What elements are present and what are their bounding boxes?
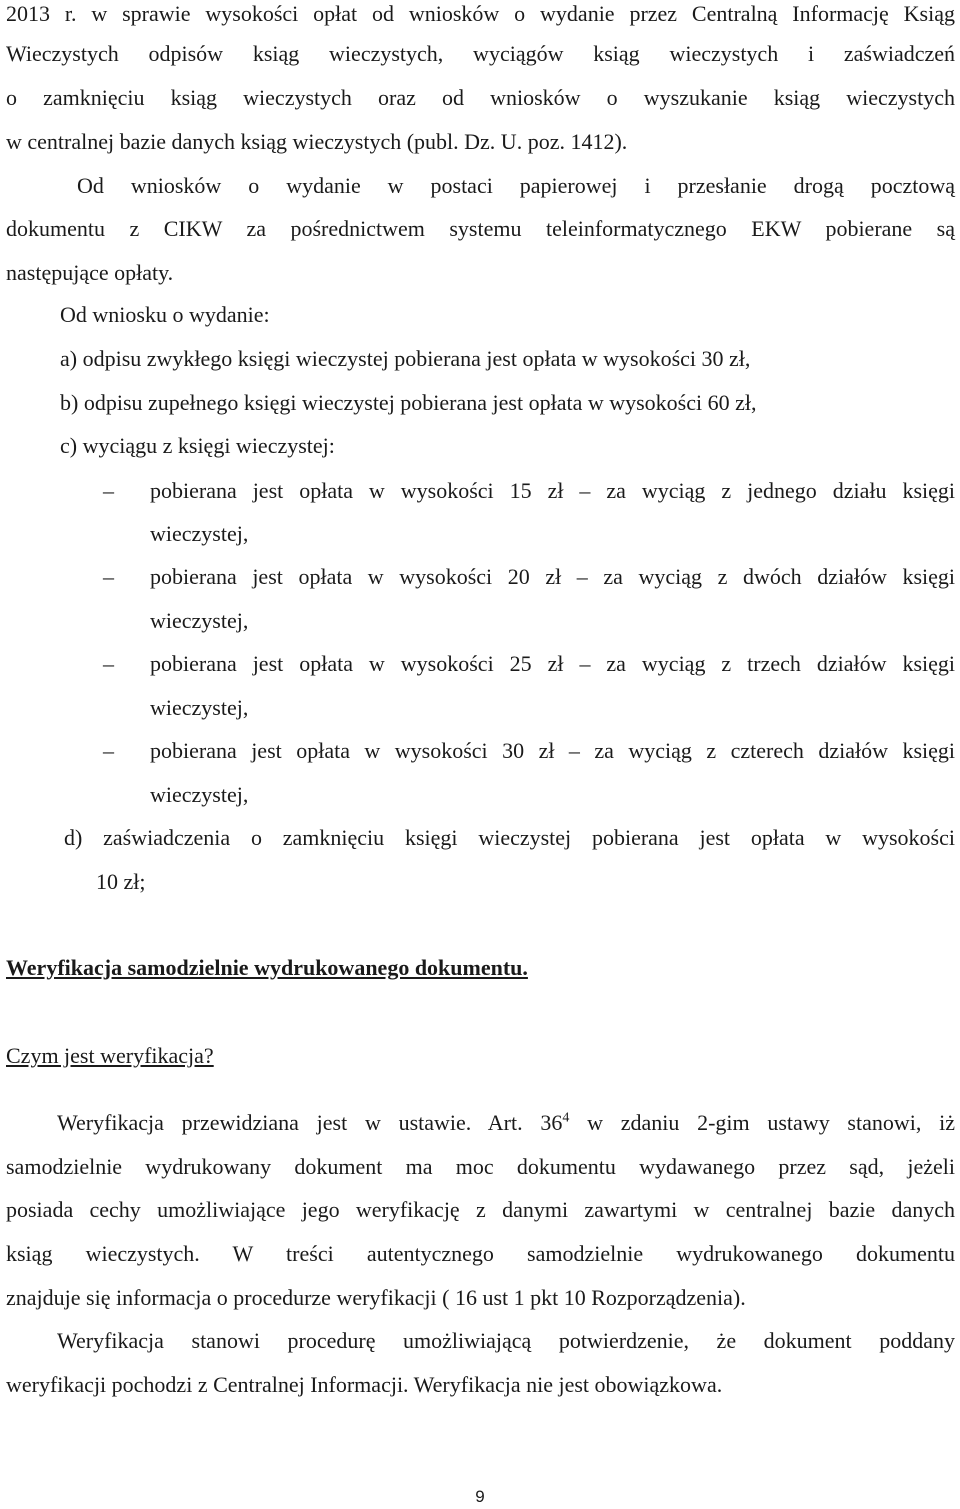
extract-fee-1 xyxy=(103,476,955,506)
fees-intro: Od wniosku o wydanie: xyxy=(60,302,270,327)
intro-line-2: Wieczystych odpisów ksiąg wieczystych, wyciągów ksiąg wieczystych i zaświadczeń xyxy=(6,41,955,66)
extract-fee-4-cont: wieczystej, xyxy=(150,782,249,807)
extract-fee-1-cont: wieczystej, xyxy=(150,521,249,546)
verification-para-1-line-4: ksiąg wieczystych. W treści autentycznego samodzielnie wydrukowanego dokumentu xyxy=(6,1241,955,1266)
verification-para-1-line-5: znajduje się informacja o procedurze weryfikacji ( 16 ust 1 pkt 10 Rozporządzenia). xyxy=(6,1285,746,1310)
fee-item-d-cont: 10 zł; xyxy=(96,869,146,894)
verification-para-1-line-1 xyxy=(57,1108,955,1138)
extract-fee-2 xyxy=(103,562,955,592)
paper-fees-line-2: dokumentu z CIKW za pośrednictwem systemu teleinformatycznego EKW pobierane są xyxy=(6,216,955,241)
verification-heading: Weryfikacja samodzielnie wydrukowanego dokumentu. xyxy=(6,955,528,980)
extract-fee-text: pobierana jest opłata w wysokości 20 zł – za wyciąg z dwóch działów księgi xyxy=(150,564,955,589)
verification-para-2-line-1: Weryfikacja stanowi procedurę umożliwiającą potwierdzenie, że dokument poddany xyxy=(57,1328,955,1353)
extract-fee-text: pobierana jest opłata w wysokości 30 zł – za wyciąg z czterech działów księgi xyxy=(150,738,955,763)
verification-question: Czym jest weryfikacja? xyxy=(6,1043,214,1068)
verification-para-2-line-2: weryfikacji pochodzi z Centralnej Informacji. Weryfikacja nie jest obowiązkowa. xyxy=(6,1372,723,1397)
dash-bullet: – xyxy=(103,651,114,676)
verification-text: Weryfikacja przewidziana jest w ustawie. Art. 36 xyxy=(57,1110,563,1135)
extract-fee-3-cont: wieczystej, xyxy=(150,695,249,720)
verification-text: w zdaniu 2-gim ustawy stanowi, iż xyxy=(569,1110,955,1135)
verification-para-1-line-3: posiada cechy umożliwiające jego weryfikację z danymi zawartymi w centralnej bazie danych xyxy=(6,1197,955,1222)
intro-line-3: o zamknięciu ksiąg wieczystych oraz od wniosków o wyszukanie ksiąg wieczystych xyxy=(6,85,955,110)
extract-fee-text: pobierana jest opłata w wysokości 25 zł – za wyciąg z trzech działów księgi xyxy=(150,651,955,676)
dash-bullet: – xyxy=(103,478,114,503)
fee-item-b: b) odpisu zupełnego księgi wieczystej pobierana jest opłata w wysokości 60 zł, xyxy=(60,390,757,415)
dash-bullet: – xyxy=(103,738,114,763)
extract-fee-4 xyxy=(103,736,955,766)
fee-item-d: d) zaświadczenia o zamknięciu księgi wieczystej pobierana jest opłata w wysokości xyxy=(64,825,955,850)
extract-fee-text: pobierana jest opłata w wysokości 15 zł – za wyciąg z jednego działu księgi xyxy=(150,478,955,503)
verification-para-1-line-2: samodzielnie wydrukowany dokument ma moc dokumentu wydawanego przez sąd, jeżeli xyxy=(6,1154,955,1179)
paper-fees-line-1: Od wniosków o wydanie w postaci papierowej i przesłanie drogą pocztową xyxy=(77,173,955,198)
paper-fees-line-3: następujące opłaty. xyxy=(6,260,174,285)
article-superscript: 4 xyxy=(562,1110,570,1126)
dash-bullet: – xyxy=(103,564,114,589)
extract-fee-2-cont: wieczystej, xyxy=(150,608,249,633)
intro-line-4: w centralnej bazie danych ksiąg wieczystych (publ. Dz. U. poz. 1412). xyxy=(6,129,628,154)
fee-item-c: c) wyciągu z księgi wieczystej: xyxy=(60,433,335,458)
intro-line-1: 2013 r. w sprawie wysokości opłat od wniosków o wydanie przez Centralną Informację Ksiąg xyxy=(6,1,955,26)
extract-fee-3 xyxy=(103,649,955,679)
page-number: 9 xyxy=(475,1487,485,1506)
fee-item-a: a) odpisu zwykłego księgi wieczystej pobierana jest opłata w wysokości 30 zł, xyxy=(60,346,751,371)
